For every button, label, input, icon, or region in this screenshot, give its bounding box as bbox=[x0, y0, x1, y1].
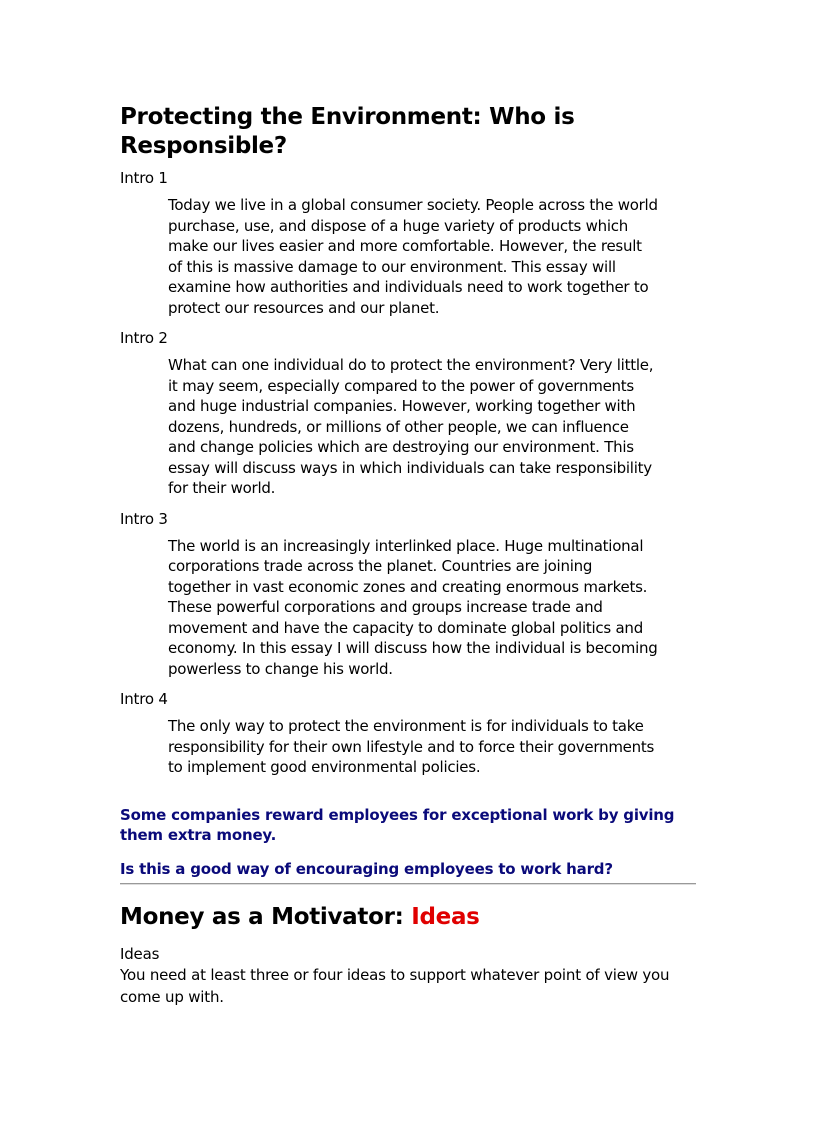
intro-paragraph: Today we live in a global consumer society. People across the world purchase, use, and dispose of a huge variety of products which make our lives easier and more comfortable. However, the result of this is massive damage to our environment. This essay will examine how authorities and individuals need to work together to protect our resources and our planet. bbox=[168, 196, 658, 317]
intro-paragraph: The world is an increasingly interlinked place. Huge multinational corporations trade across the planet. Countries are joining together in vast economic zones and creating enormous markets. These powerful corporations and groups increase trade and movement and have the capacity to dominate global politics and economy. In this essay I will discuss how the individual is becoming powerless to change his world. bbox=[168, 536, 658, 678]
section-divider bbox=[120, 883, 696, 885]
intro-paragraph: What can one individual do to protect the environment? Very little, it may seem, especially compared to the power of governments and huge industrial companies. However, working together with dozens, hundreds, or millions of other people, we can influence and change policies which are destroying our environment. This essay will discuss ways in which individuals can take responsibility for their world. bbox=[168, 356, 654, 497]
prompt-question: Is this a good way of encouraging employees to work hard? bbox=[120, 859, 613, 878]
ideas-label: Ideas bbox=[120, 944, 160, 963]
intro-block-3 bbox=[120, 509, 696, 680]
intro-block-4 bbox=[120, 689, 696, 778]
intro-block-2 bbox=[120, 328, 696, 499]
document-page bbox=[120, 103, 696, 1008]
intro-label: Intro 2 bbox=[120, 329, 168, 347]
intro-label: Intro 1 bbox=[120, 169, 168, 187]
document-title: Protecting the Environment: Who is Responsible? bbox=[120, 104, 575, 159]
section-title-main: Money as a Motivator: bbox=[120, 903, 412, 930]
intro-label: Intro 3 bbox=[120, 509, 168, 528]
section-title-accent: Ideas bbox=[411, 903, 480, 930]
intro-paragraph: The only way to protect the environment is for individuals to take responsibility for their own lifestyle and to force their governments to implement good environmental policies. bbox=[168, 717, 655, 776]
intro-block-1 bbox=[120, 168, 696, 318]
ideas-paragraph: You need at least three or four ideas to support whatever point of view you come up with. bbox=[120, 965, 670, 1006]
prompt-statement: Some companies reward employees for exceptional work by giving them extra money. bbox=[120, 805, 675, 844]
section-title bbox=[120, 903, 696, 932]
intro-label: Intro 4 bbox=[120, 690, 168, 708]
